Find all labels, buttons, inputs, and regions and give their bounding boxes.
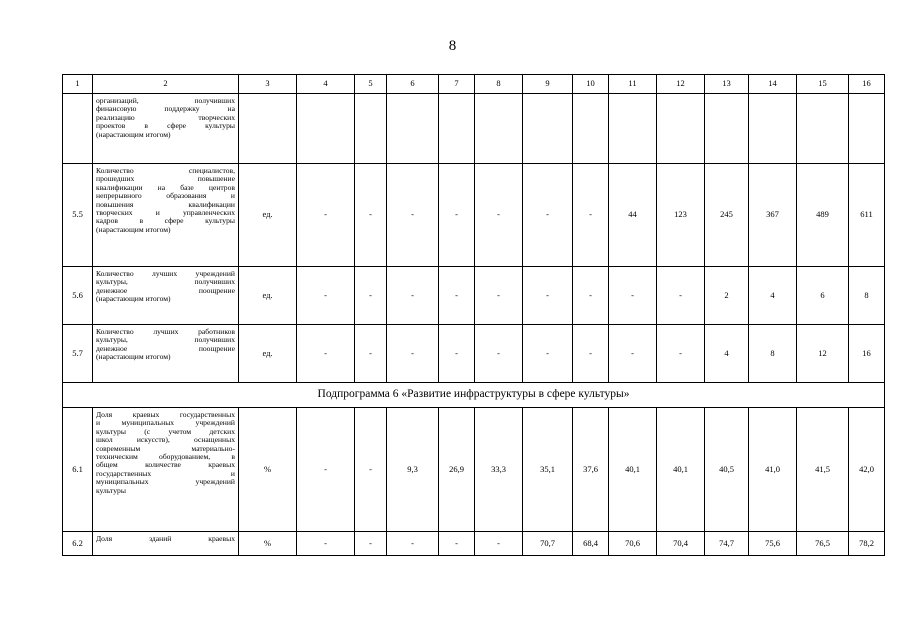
value-cell: - xyxy=(297,267,355,325)
value-cell: 40,1 xyxy=(609,408,657,532)
value-cell: 76,5 xyxy=(797,532,849,556)
value-cell: 9,3 xyxy=(387,408,439,532)
row-number: 5.7 xyxy=(63,325,93,383)
value-cell: 611 xyxy=(849,164,885,267)
value-cell: - xyxy=(523,267,573,325)
header-cell: 4 xyxy=(297,75,355,94)
value-cell: - xyxy=(355,532,387,556)
unit-cell: % xyxy=(239,408,297,532)
value-cell: 4 xyxy=(705,325,749,383)
indicator-description xyxy=(93,325,239,383)
value-cell: - xyxy=(355,267,387,325)
description-line: денежное поощрение xyxy=(96,343,235,353)
value-cell: 33,3 xyxy=(475,408,523,532)
value-cell: - xyxy=(387,267,439,325)
header-cell: 11 xyxy=(609,75,657,94)
unit-cell: ед. xyxy=(239,267,297,325)
value-cell: - xyxy=(387,532,439,556)
value-cell: - xyxy=(387,325,439,383)
description-line: общем количестве краевых xyxy=(96,460,235,470)
description-line: Доля зданий краевых xyxy=(96,534,235,543)
description-line: государственных и xyxy=(96,468,235,478)
value-cell xyxy=(705,94,749,164)
value-cell xyxy=(849,94,885,164)
value-cell: 44 xyxy=(609,164,657,267)
table-row xyxy=(63,164,885,267)
value-cell: - xyxy=(297,408,355,532)
value-cell: - xyxy=(657,325,705,383)
description-line: культуры, получивших xyxy=(96,277,235,287)
value-cell: 8 xyxy=(849,267,885,325)
value-cell: 4 xyxy=(749,267,797,325)
description-line: творческих и управленческих xyxy=(96,208,235,218)
description-line: Количество лучших учреждений xyxy=(96,269,235,278)
value-cell: - xyxy=(297,532,355,556)
value-cell xyxy=(657,94,705,164)
row-number: 6.2 xyxy=(63,532,93,556)
table-row xyxy=(63,408,885,532)
description-line: кадров в сфере культуры xyxy=(96,216,235,226)
description-line: и муниципальных учреждений xyxy=(96,418,235,428)
value-cell: 367 xyxy=(749,164,797,267)
description-line: организаций, получивших xyxy=(96,96,235,105)
value-cell xyxy=(475,94,523,164)
value-cell: 2 xyxy=(705,267,749,325)
header-cell: 3 xyxy=(239,75,297,94)
row-number: 6.1 xyxy=(63,408,93,532)
indicator-description xyxy=(93,532,239,556)
description-line: повышения квалификации xyxy=(96,199,235,209)
section-row xyxy=(63,383,885,408)
value-cell: 35,1 xyxy=(523,408,573,532)
page-number: 8 xyxy=(448,38,457,54)
unit-cell: ед. xyxy=(239,164,297,267)
header-cell: 1 xyxy=(63,75,93,94)
value-cell: 41,5 xyxy=(797,408,849,532)
value-cell: - xyxy=(523,325,573,383)
value-cell xyxy=(523,94,573,164)
unit-cell xyxy=(239,94,297,164)
value-cell: - xyxy=(657,267,705,325)
value-cell: 37,6 xyxy=(573,408,609,532)
value-cell: - xyxy=(297,325,355,383)
value-cell xyxy=(297,94,355,164)
section-title: Подпрограмма 6 «Развитие инфраструктуры в сфере культуры» xyxy=(63,383,885,408)
value-cell: - xyxy=(439,532,475,556)
value-cell xyxy=(749,94,797,164)
value-cell: 40,5 xyxy=(705,408,749,532)
value-cell: 42,0 xyxy=(849,408,885,532)
value-cell: 489 xyxy=(797,164,849,267)
value-cell: 41,0 xyxy=(749,408,797,532)
description-line: культуры, получивших xyxy=(96,335,235,345)
row-number: 5.5 xyxy=(63,164,93,267)
description-line: прошедших повышение xyxy=(96,174,235,184)
description-line: проектов в сфере культуры xyxy=(96,121,235,131)
value-cell: 70,4 xyxy=(657,532,705,556)
value-cell: - xyxy=(439,325,475,383)
header-cell: 9 xyxy=(523,75,573,94)
description-line: (нарастающим итогом) xyxy=(96,294,171,304)
header-cell: 14 xyxy=(749,75,797,94)
header-cell: 6 xyxy=(387,75,439,94)
value-cell: 75,6 xyxy=(749,532,797,556)
table-row xyxy=(63,532,885,556)
value-cell: - xyxy=(475,164,523,267)
indicator-description xyxy=(93,94,239,164)
indicator-description xyxy=(93,164,239,267)
header-cell: 13 xyxy=(705,75,749,94)
value-cell: - xyxy=(355,408,387,532)
value-cell: 68,4 xyxy=(573,532,609,556)
header-cell: 12 xyxy=(657,75,705,94)
value-cell xyxy=(439,94,475,164)
description-line: (нарастающим итогом) xyxy=(96,129,171,139)
value-cell: - xyxy=(573,164,609,267)
table-row xyxy=(63,94,885,164)
description-line: Доля краевых государственных xyxy=(96,410,235,419)
value-cell: 70,7 xyxy=(523,532,573,556)
value-cell: 8 xyxy=(749,325,797,383)
indicator-description xyxy=(93,408,239,532)
value-cell: - xyxy=(387,164,439,267)
value-cell: - xyxy=(355,164,387,267)
header-cell: 10 xyxy=(573,75,609,94)
indicators-table xyxy=(62,74,885,556)
description-line: квалификации на базе центров xyxy=(96,182,235,192)
description-line: денежное поощрение xyxy=(96,285,235,295)
description-line: Количество специалистов, xyxy=(96,166,235,175)
value-cell xyxy=(609,94,657,164)
row-number xyxy=(63,94,93,164)
unit-cell: % xyxy=(239,532,297,556)
description-line: непрерывного образования и xyxy=(96,191,235,201)
indicator-description xyxy=(93,267,239,325)
header-cell: 16 xyxy=(849,75,885,94)
value-cell: 6 xyxy=(797,267,849,325)
value-cell: - xyxy=(573,325,609,383)
table-row xyxy=(63,267,885,325)
description-line: (нарастающим итогом) xyxy=(96,224,171,234)
header-cell: 2 xyxy=(93,75,239,94)
header-row xyxy=(63,75,885,94)
value-cell xyxy=(797,94,849,164)
value-cell: 40,1 xyxy=(657,408,705,532)
description-line: школ искусств), оснащенных xyxy=(96,435,235,445)
value-cell: 123 xyxy=(657,164,705,267)
header-cell: 7 xyxy=(439,75,475,94)
value-cell: - xyxy=(609,325,657,383)
table-row xyxy=(63,325,885,383)
description-line: культуры (с учетом детских xyxy=(96,426,235,436)
header-cell: 8 xyxy=(475,75,523,94)
value-cell: 74,7 xyxy=(705,532,749,556)
value-cell: - xyxy=(523,164,573,267)
value-cell: 26,9 xyxy=(439,408,475,532)
value-cell: 70,6 xyxy=(609,532,657,556)
row-number: 5.6 xyxy=(63,267,93,325)
description-line: реализацию творческих xyxy=(96,112,235,122)
value-cell: - xyxy=(475,325,523,383)
value-cell xyxy=(387,94,439,164)
value-cell: - xyxy=(439,267,475,325)
description-line: техническим оборудованием, в xyxy=(96,452,235,462)
description-line: культуры xyxy=(96,485,126,495)
value-cell: - xyxy=(609,267,657,325)
value-cell: 12 xyxy=(797,325,849,383)
value-cell xyxy=(355,94,387,164)
value-cell: - xyxy=(475,267,523,325)
description-line: современным материально- xyxy=(96,443,235,453)
value-cell: 245 xyxy=(705,164,749,267)
description-line: Количество лучших работников xyxy=(96,327,235,336)
value-cell: - xyxy=(439,164,475,267)
value-cell: - xyxy=(355,325,387,383)
value-cell: 16 xyxy=(849,325,885,383)
description-line: финансовую поддержку на xyxy=(96,104,235,114)
description-line: (нарастающим итогом) xyxy=(96,352,171,362)
value-cell: - xyxy=(573,267,609,325)
value-cell xyxy=(573,94,609,164)
value-cell: - xyxy=(475,532,523,556)
header-cell: 5 xyxy=(355,75,387,94)
value-cell: 78,2 xyxy=(849,532,885,556)
header-cell: 15 xyxy=(797,75,849,94)
unit-cell: ед. xyxy=(239,325,297,383)
description-line: муниципальных учреждений xyxy=(96,477,235,487)
value-cell: - xyxy=(297,164,355,267)
